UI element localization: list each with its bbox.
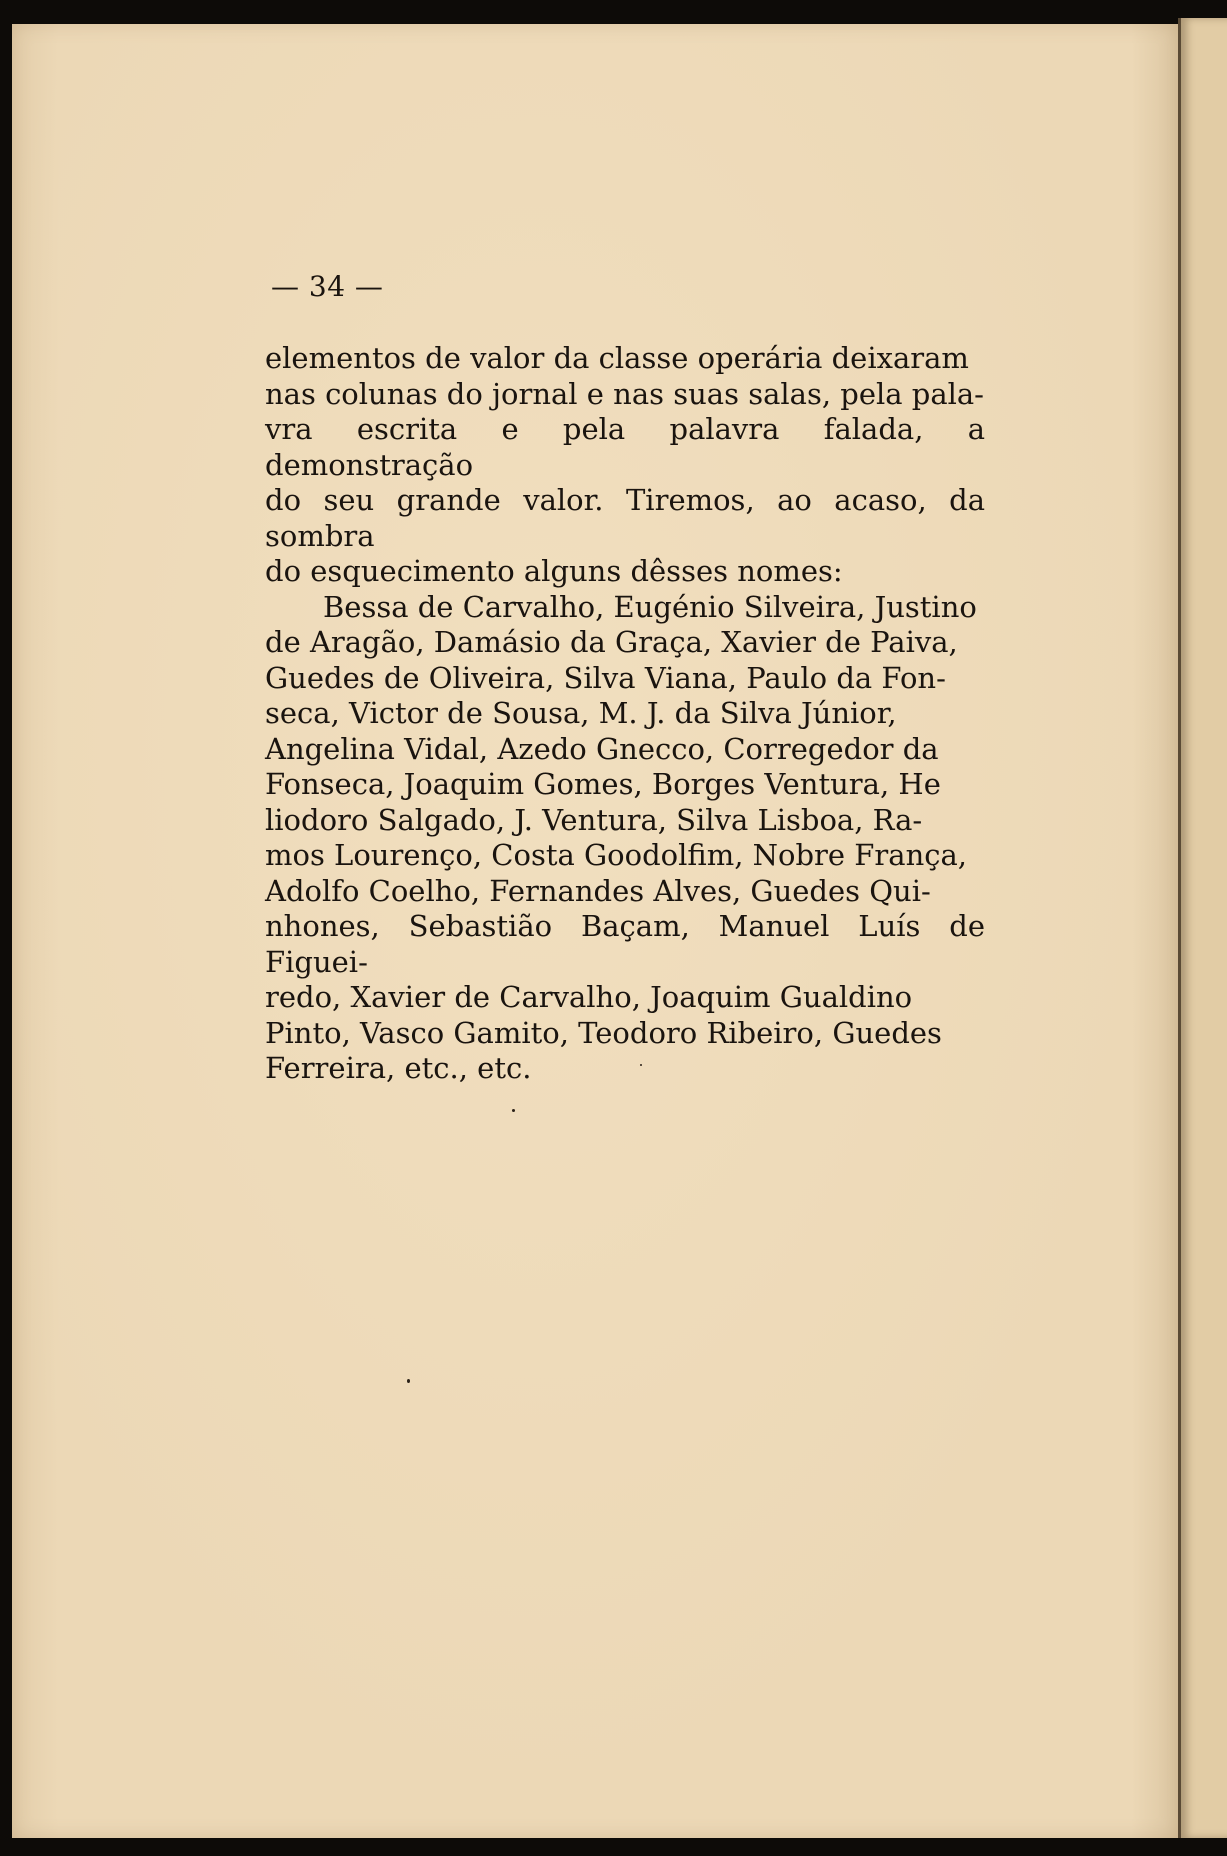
page-text: [265, 270, 985, 1087]
paragraph-intro: elementos de valor da classe operária deixaram nas colunas do jornal e nas suas salas, pela pala- vra escrita e pela palavra falada, a demonstração do seu grande valor. Tiremos, ao acaso, da sombra do esquecimento alguns dêsses nomes:: [265, 341, 985, 588]
paragraph-names-list: Bessa de Carvalho, Eugénio Silveira, Justino de Aragão, Damásio da Graça, Xavier de Paiva, Guedes de Oliveira, Silva Viana, Paulo da Fon- seca, Victor de Sousa, M. J. da Silva Júnior, Angelina Vidal, Azedo Gnecco, Corregedor da Fonseca, Joaquim Gomes, Borges Ventura, He liodoro Salgado, J. Ventura, Silva Lisboa, Ra- mos Lourenço, Costa Goodolfim, Nobre França, Adolfo Coelho, Fernandes Alves, Guedes Qui- nhones, Sebastião Baçam, Manuel Luís de Figuei- redo, Xavier de Carvalho, Joaquim Gualdino Pinto, Vasco Gamito, Teodoro Ribeiro, Guedes Ferreira, etc., etc.: [265, 589, 985, 1085]
adjacent-page-edge: [1178, 18, 1227, 1838]
page-number: — 34 —: [271, 270, 384, 303]
paper-speck: [407, 1379, 410, 1383]
paper-speck: [512, 1109, 515, 1112]
